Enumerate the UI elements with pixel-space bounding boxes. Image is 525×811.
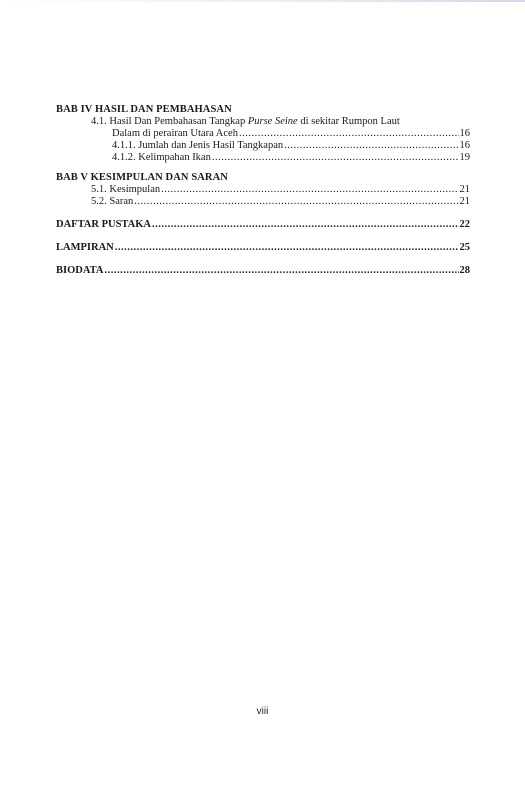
- table-of-contents: [56, 104, 470, 277]
- toc-entry-5-2-label: 5.2. Saran: [91, 196, 134, 207]
- toc-entry-4-1-label: Dalam di perairan Utara Aceh: [112, 128, 238, 139]
- dot-leader: [239, 128, 459, 140]
- toc-entry-5-1: [56, 184, 470, 196]
- toc-entry-4-1-suffix: di sekitar Rumpon Laut: [297, 116, 400, 127]
- toc-entry-lampiran-label: LAMPIRAN: [56, 242, 114, 253]
- bab4-heading: BAB IV HASIL DAN PEMBAHASAN: [56, 104, 232, 115]
- top-edge-rule: [0, 0, 525, 2]
- toc-entry-5-2: [56, 196, 470, 208]
- toc-entry-4-1-1: [56, 140, 470, 152]
- dot-leader: [115, 242, 459, 254]
- toc-entry-lampiran-page: 25: [459, 242, 470, 253]
- toc-entry-5-1-page: 21: [459, 184, 470, 195]
- toc-entry-daftar-pustaka-page: 22: [459, 219, 470, 230]
- dot-leader: [152, 219, 459, 231]
- dot-leader: [161, 184, 458, 196]
- dot-leader: [134, 196, 458, 208]
- toc-entry-4-1-1-page: 16: [459, 140, 470, 151]
- toc-entry-biodata-page: 28: [459, 265, 470, 276]
- toc-entry-4-1-line1: [56, 116, 470, 128]
- page-number: viii: [256, 706, 269, 717]
- toc-entry-biodata: [56, 265, 470, 277]
- toc-entry-4-1-2-page: 19: [459, 152, 470, 163]
- toc-entry-daftar-pustaka: [56, 219, 470, 231]
- toc-entry-4-1-2: [56, 152, 470, 164]
- toc-entry-4-1-italic: Purse Seine: [247, 116, 298, 127]
- dot-leader: [212, 152, 459, 164]
- toc-entry-5-1-label: 5.1. Kesimpulan: [91, 184, 161, 195]
- toc-entry-4-1-1-label: 4.1.1. Jumlah dan Jenis Hasil Tangkapan: [112, 140, 284, 151]
- toc-entry-daftar-pustaka-label: DAFTAR PUSTAKA: [56, 219, 151, 230]
- toc-entry-lampiran: [56, 242, 470, 254]
- toc-entry-4-1-line2: [56, 128, 470, 140]
- bab5-heading: BAB V KESIMPULAN DAN SARAN: [56, 172, 228, 183]
- toc-entry-5-2-page: 21: [459, 196, 470, 207]
- toc-entry-biodata-label: BIODATA: [56, 265, 104, 276]
- toc-entry-4-1-prefix: 4.1. Hasil Dan Pembahasan Tangkap: [91, 116, 248, 127]
- toc-entry-4-1-page: 16: [459, 128, 470, 139]
- dot-leader: [284, 140, 458, 152]
- dot-leader: [104, 265, 458, 277]
- toc-entry-4-1-2-label: 4.1.2. Kelimpahan Ikan: [112, 152, 211, 163]
